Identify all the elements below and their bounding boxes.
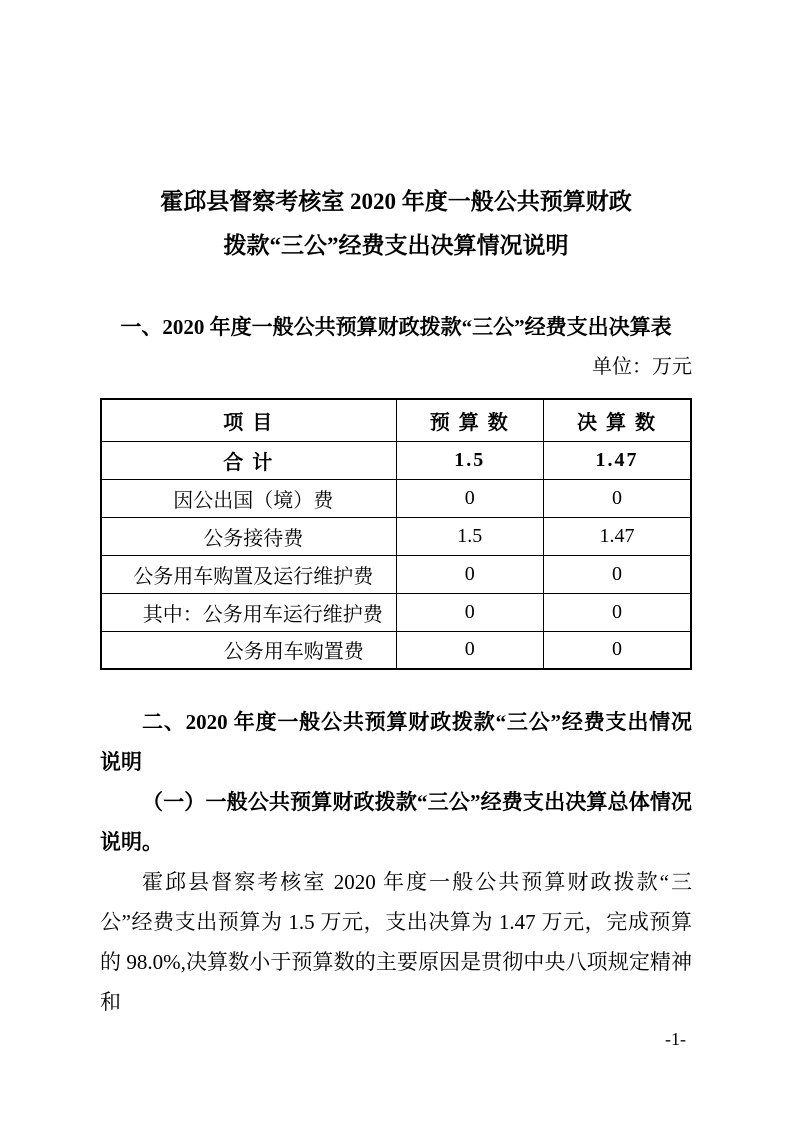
cell-budget: 0 <box>396 479 544 517</box>
col-header-item: 项 目 <box>101 399 396 441</box>
cell-budget: 1.5 <box>396 517 544 555</box>
cell-budget: 0 <box>396 593 544 631</box>
cell-budget: 0 <box>396 555 544 593</box>
cell-final: 1.47 <box>544 517 692 555</box>
table-row-vehicle-operation <box>101 593 691 631</box>
cell-budget: 0 <box>396 631 544 669</box>
table-row-reception <box>101 517 691 555</box>
col-header-budget: 预 算 数 <box>396 399 544 441</box>
cell-item: 因公出国（境）费 <box>101 479 396 517</box>
document-title-line1: 霍邱县督察考核室 2020 年度一般公共预算财政 <box>160 189 632 214</box>
col-header-final: 决 算 数 <box>544 399 692 441</box>
body-paragraph: 霍邱县督察考核室 2020 年度一般公共预算财政拨款“三公”经费支出预算为 1.5 万元，支出决算为 1.47 万元，完成预算的 98.0%,决算数小于预算数的主要原因是贯彻中央八项规定精神和 <box>100 870 692 1014</box>
table-row-vehicle <box>101 555 691 593</box>
cell-final: 0 <box>544 631 692 669</box>
unit-label: 单位：万元 <box>592 356 692 378</box>
cell-item: 公务用车购置及运行维护费 <box>101 555 396 593</box>
cell-final: 1.47 <box>544 441 692 479</box>
cell-item: 公务接待费 <box>101 517 396 555</box>
table-row-vehicle-purchase <box>101 631 691 669</box>
cell-final: 0 <box>544 593 692 631</box>
cell-item: 其中：公务用车运行维护费 <box>101 593 396 631</box>
table-row-total <box>101 441 691 479</box>
document-title-line2: 拨款“三公”经费支出决算情况说明 <box>223 233 569 258</box>
cell-final: 0 <box>544 479 692 517</box>
table-header-row <box>101 399 691 441</box>
section1-heading: 一、2020 年度一般公共预算财政拨款“三公”经费支出决算表 <box>120 315 672 339</box>
expenditure-table <box>100 398 692 670</box>
subsection-heading: （一）一般公共预算财政拨款“三公”经费支出决算总体情况说明。 <box>100 790 692 854</box>
cell-item: 合 计 <box>101 441 396 479</box>
cell-item: 公务用车购置费 <box>101 631 396 669</box>
section2-heading: 二、2020 年度一般公共预算财政拨款“三公”经费支出情况说明 <box>100 710 692 774</box>
cell-budget: 1.5 <box>396 441 544 479</box>
table-row-abroad <box>101 479 691 517</box>
cell-final: 0 <box>544 555 692 593</box>
document-title <box>100 180 692 268</box>
page-number: -1- <box>665 1029 686 1049</box>
